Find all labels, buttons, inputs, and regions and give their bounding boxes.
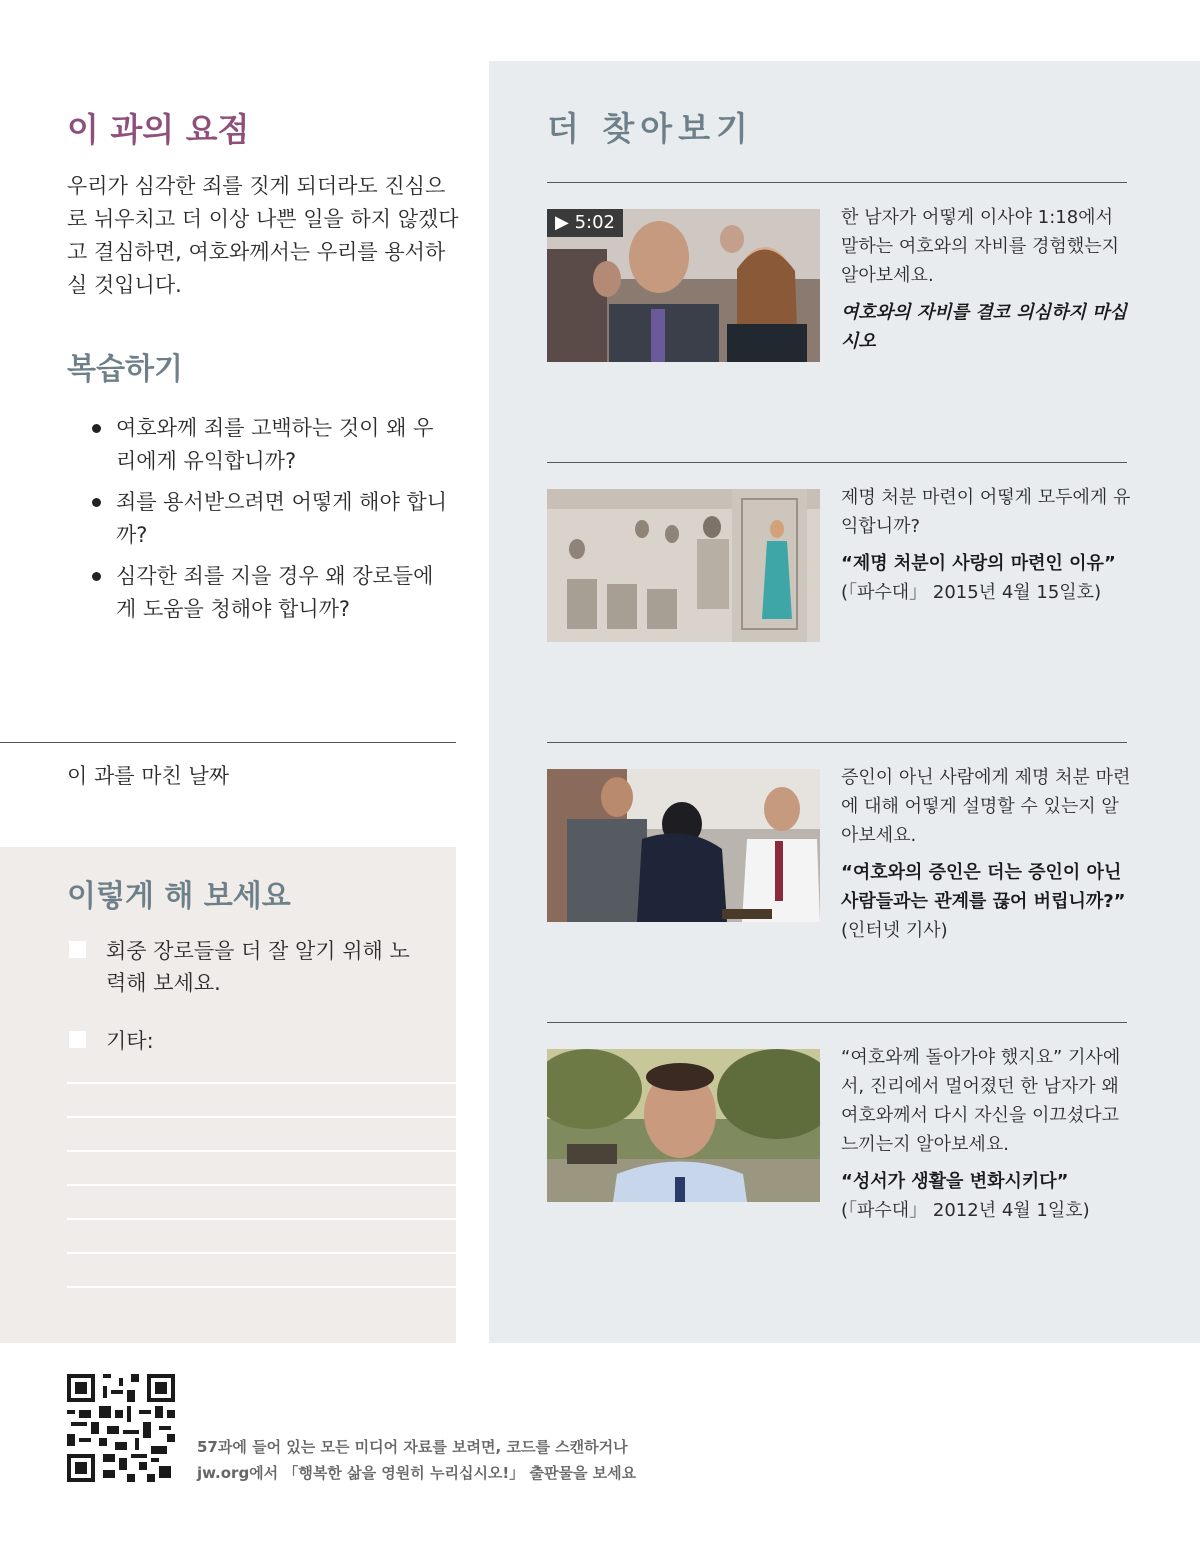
review-question <box>90 486 450 552</box>
footer-line: jw.org에서 「행복한 삶을 영원히 누리십시오!」 출판물을 보세요 <box>197 1464 637 1482</box>
review-question <box>90 560 450 626</box>
checkbox[interactable] <box>69 941 86 958</box>
video-thumbnail[interactable] <box>547 209 820 362</box>
entry-divider <box>547 742 1127 743</box>
entry-divider <box>547 182 1127 183</box>
entry-link[interactable]: “여호와의 증인은 더는 증인이 아닌 사람들과는 관계를 끊어 버립니까?” <box>841 862 1126 912</box>
entry-text <box>841 1043 1131 1225</box>
writing-line[interactable] <box>67 1082 456 1084</box>
writing-line[interactable] <box>67 1116 456 1118</box>
entry-description: “여호와께 돌아가야 했지요” 기사에서, 진리에서 멀어졌던 한 남자가 왜 여호와께서 다시 자신을 이끄셨다고 느끼는지 알아보세요. <box>841 1047 1121 1155</box>
article-thumbnail[interactable] <box>547 769 820 922</box>
kingdom-hall-sketch-image <box>547 489 820 642</box>
qr-code-icon[interactable] <box>67 1374 175 1482</box>
summary-text: 우리가 심각한 죄를 짓게 되더라도 진심으로 뉘우치고 더 이상 나쁜 일을 하지 않겠다고 결심하면, 여호와께서는 우리를 용서하실 것입니다. <box>67 174 459 297</box>
entry-text <box>841 763 1131 945</box>
more-panel <box>489 61 1200 1343</box>
summary-title: 이 과의 요점 <box>67 110 250 149</box>
review-question-text: 여호와께 죄를 고백하는 것이 왜 우리에게 유익합니까? <box>116 416 434 473</box>
writing-line[interactable] <box>67 1184 456 1186</box>
entry-divider <box>547 462 1127 463</box>
article-thumbnail[interactable] <box>547 1049 820 1202</box>
try-item-other <box>67 1025 427 1057</box>
review-question-text: 죄를 용서받으려면 어떻게 해야 합니까? <box>116 490 447 547</box>
try-panel <box>0 847 456 1343</box>
try-item <box>67 935 427 999</box>
entry-link[interactable]: “제명 처분이 사랑의 마련인 이유” <box>841 553 1116 574</box>
writing-line[interactable] <box>67 1218 456 1220</box>
article-thumbnail[interactable] <box>547 489 820 642</box>
footer-text <box>197 1434 717 1486</box>
review-list <box>90 412 450 634</box>
bullet-icon <box>92 498 101 507</box>
writing-line[interactable] <box>67 1286 456 1288</box>
footer-line: 57과에 들어 있는 모든 미디어 자료를 보려면, 코드를 스캔하거나 <box>197 1438 628 1456</box>
entry-description: 제명 처분 마련이 어떻게 모두에게 유익합니까? <box>841 487 1131 537</box>
completed-date-label: 이 과를 마친 날짜 <box>67 764 230 788</box>
bullet-icon <box>92 572 101 581</box>
review-question-text: 심각한 죄를 지을 경우 왜 장로들에게 도움을 청해야 합니까? <box>116 564 434 621</box>
completed-divider <box>0 742 456 743</box>
entry-description: 한 남자가 어떻게 이사야 1:18에서 말하는 여호와의 자비를 경험했는지 알아보세요. <box>841 207 1119 286</box>
entry-text <box>841 483 1131 607</box>
entry-source: (인터넷 기사) <box>841 920 948 941</box>
qr-code-graphic <box>67 1374 175 1482</box>
entry-source: (「파수대」 2012년 4월 1일호) <box>841 1200 1090 1221</box>
entry-link[interactable]: 여호와의 자비를 결코 의심하지 마십시오 <box>841 302 1127 352</box>
entry-text <box>841 203 1131 356</box>
video-duration-badge: ▶ 5:02 <box>547 209 623 237</box>
bullet-icon <box>92 424 101 433</box>
elders-comforting-image <box>547 769 820 922</box>
try-item-text: 회중 장로들을 더 잘 알기 위해 노력해 보세요. <box>106 939 410 995</box>
entry-description: 증인이 아닌 사람에게 제명 처분 마련에 대해 어떻게 설명할 수 있는지 알아보세요. <box>841 767 1131 846</box>
entry-divider <box>547 1022 1127 1023</box>
writing-line[interactable] <box>67 1150 456 1152</box>
try-title: 이렇게 해 보세요 <box>67 879 291 914</box>
review-title: 복습하기 <box>67 352 183 387</box>
writing-line[interactable] <box>67 1252 456 1254</box>
entry-link[interactable]: “성서가 생활을 변화시키다” <box>841 1171 1069 1192</box>
review-question <box>90 412 450 478</box>
smiling-man-park-image <box>547 1049 820 1202</box>
try-item-text: 기타: <box>106 1029 154 1053</box>
more-title: 더 찾아보기 <box>547 109 754 148</box>
checkbox[interactable] <box>69 1031 86 1048</box>
entry-source: (「파수대」 2015년 4월 15일호) <box>841 582 1102 603</box>
